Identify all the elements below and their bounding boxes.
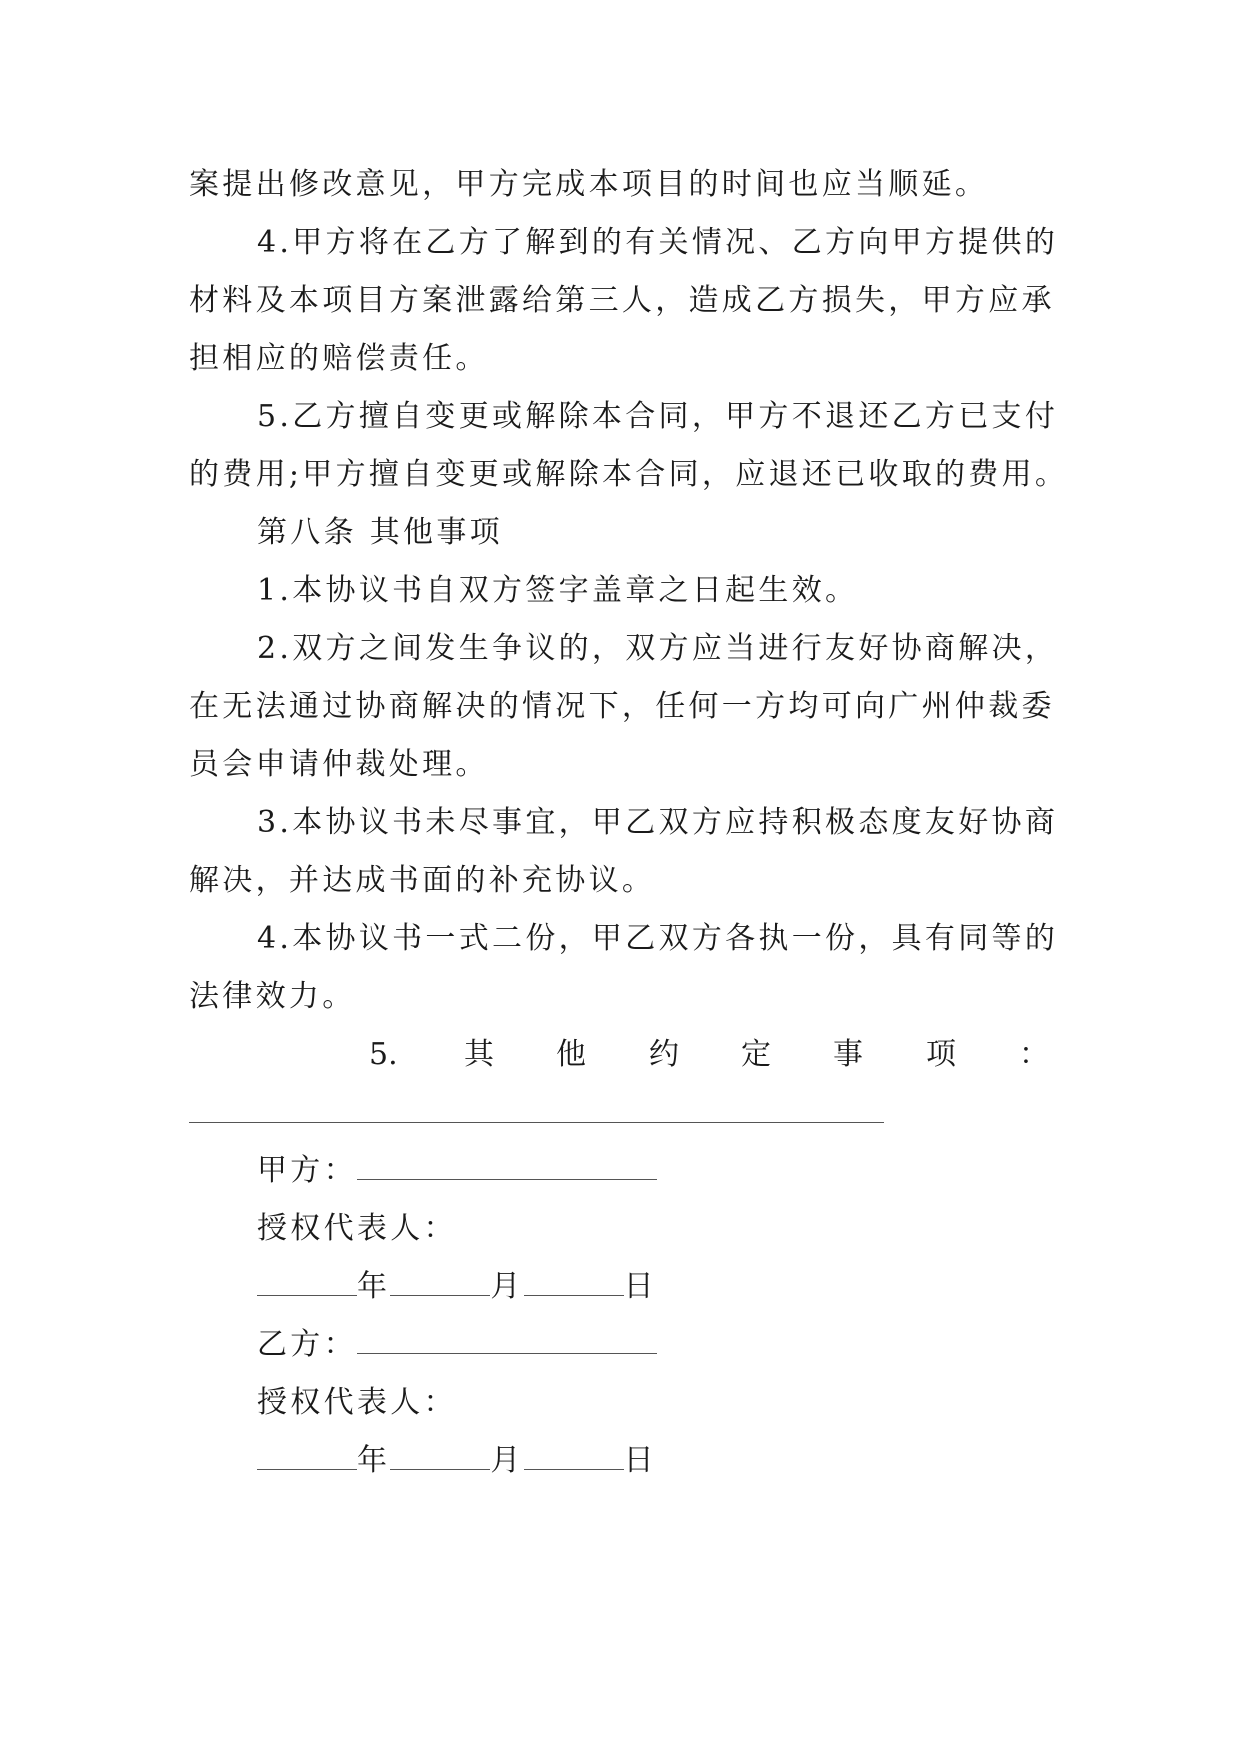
party-a-month-blank[interactable]	[390, 1267, 490, 1296]
day-label: 日	[623, 1443, 657, 1478]
party-b-label: 乙方：	[257, 1327, 357, 1362]
party-b-rep: 授权代表人：	[257, 1385, 457, 1420]
section-8-item-1: 1.本协议书自双方签字盖章之日起生效。	[257, 573, 859, 608]
party-b-day-blank[interactable]	[524, 1441, 624, 1470]
clause-4-line-1: 4.甲方将在乙方了解到的有关情况、乙方向甲方提供的	[257, 225, 1059, 260]
section-8-item-2-line-3: 员会申请仲裁处理。	[189, 747, 489, 782]
party-a-blank[interactable]	[357, 1151, 657, 1180]
day-label: 日	[623, 1269, 657, 1304]
section-8-item-2-line-2: 在无法通过协商解决的情况下，任何一方均可向广州仲裁委	[189, 689, 1055, 724]
item-5-char: 约	[649, 1037, 679, 1072]
item-5-char: 定	[741, 1037, 771, 1072]
blank-rule	[189, 1122, 884, 1123]
section-8-item-4-line-2: 法律效力。	[189, 979, 356, 1014]
month-label: 月	[490, 1269, 524, 1304]
party-b-month-blank[interactable]	[390, 1441, 490, 1470]
clause-4-line-3: 担相应的赔偿责任。	[189, 341, 489, 376]
item-5-char: 5.	[369, 1037, 398, 1072]
section-8-item-2-line-1: 2.双方之间发生争议的，双方应当进行友好协商解决，	[257, 631, 1059, 666]
party-a-rep: 授权代表人：	[257, 1211, 457, 1246]
paragraph-line: 案提出修改意见，甲方完成本项目的时间也应当顺延。	[189, 167, 989, 202]
party-a-year-blank[interactable]	[257, 1267, 357, 1296]
section-8-item-3-line-1: 3.本协议书未尽事宜，甲乙双方应持积极态度友好协商	[257, 805, 1059, 840]
item-5-char: 他	[556, 1037, 586, 1072]
month-label: 月	[490, 1443, 524, 1478]
section-8-item-3-line-2: 解决，并达成书面的补充协议。	[189, 863, 656, 898]
party-a-day-blank[interactable]	[524, 1267, 624, 1296]
section-8-item-4-line-1: 4.本协议书一式二份，甲乙双方各执一份，具有同等的	[257, 921, 1059, 956]
party-a-label: 甲方：	[257, 1153, 357, 1188]
section-8-item-5	[189, 1035, 1049, 1075]
party-b-year-blank[interactable]	[257, 1441, 357, 1470]
party-a-date-row	[189, 1267, 1049, 1307]
party-b-row	[189, 1325, 1049, 1365]
clause-5-line-1: 5.乙方擅自变更或解除本合同，甲方不退还乙方已支付	[257, 399, 1059, 434]
section-8-heading: 第八条 其他事项	[257, 515, 503, 550]
item-5-char: 项	[926, 1037, 956, 1072]
party-b-date-row	[189, 1441, 1049, 1481]
party-a-row	[189, 1151, 1049, 1191]
year-label: 年	[357, 1269, 391, 1304]
clause-4-line-2: 材料及本项目方案泄露给第三人，造成乙方损失，甲方应承	[189, 283, 1055, 318]
item-5-char: 事	[833, 1037, 863, 1072]
party-b-blank[interactable]	[357, 1325, 657, 1354]
year-label: 年	[357, 1443, 391, 1478]
item-5-char: 其	[464, 1037, 494, 1072]
item-5-char: ：	[1019, 1037, 1049, 1072]
clause-5-line-2: 的费用;甲方擅自变更或解除本合同，应退还已收取的费用。	[189, 457, 1069, 492]
